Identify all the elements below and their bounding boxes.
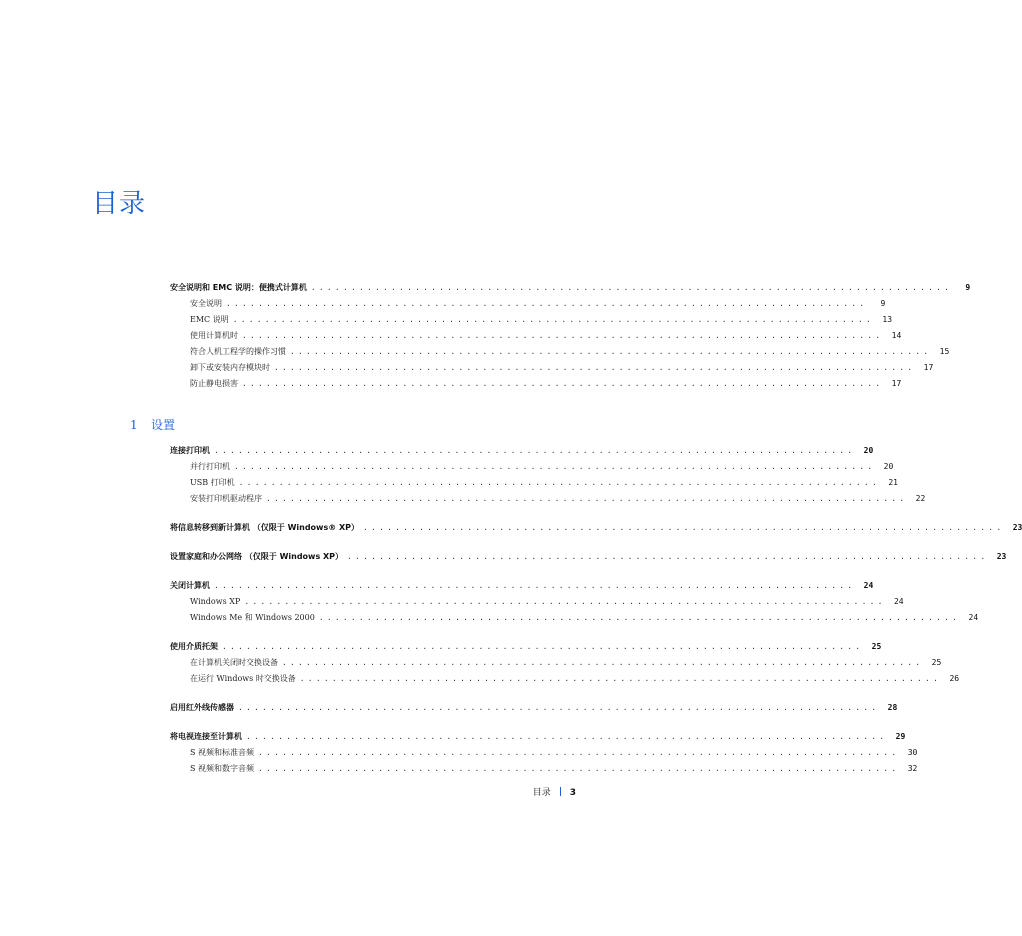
toc-leader-dots: ................................................................................ [242, 379, 884, 388]
toc-page-number: 26 [949, 674, 960, 683]
toc-page-number: 25 [871, 642, 882, 651]
toc-entry-title: 连接打印机 [170, 446, 210, 455]
toc-page-number: 9 [965, 283, 971, 292]
toc-entry[interactable] [170, 639, 882, 655]
toc-subentry[interactable] [170, 459, 894, 475]
toc-leader-dots: ................................................................................ [238, 703, 880, 712]
toc-entry-title: 并行打印机 [190, 462, 230, 471]
toc-page-number: 20 [883, 462, 894, 471]
toc-subentry[interactable] [170, 360, 934, 376]
toc-page-number: 24 [968, 613, 979, 622]
toc-leader-dots: ................................................................................ [310, 283, 953, 292]
toc-entry-title: S 视频和数字音频 [190, 764, 255, 773]
toc-leader-dots: ................................................................................ [290, 347, 932, 356]
toc-subentry[interactable] [170, 491, 926, 507]
toc-leader-dots: ................................................................................ [244, 597, 886, 606]
footer-label: 目录 [532, 788, 551, 798]
toc-entry[interactable] [170, 280, 971, 296]
toc-page-number: 13 [882, 315, 893, 324]
toc-leader-dots: ................................................................................ [318, 613, 961, 622]
toc-leader-dots: ................................................................................ [266, 494, 908, 503]
toc-page-number: 22 [915, 494, 926, 503]
toc-gap [170, 565, 480, 578]
toc-page-number: 30 [907, 748, 918, 757]
toc-entry-title: 使用介质托架 [170, 642, 218, 651]
toc-subentry[interactable] [170, 745, 918, 761]
toc-page-number: 14 [891, 331, 902, 340]
toc-page-number: 23 [996, 552, 1007, 561]
toc-entry-title: 在运行 Windows 时交换设备 [190, 674, 296, 683]
toc-entry-title: Windows XP [190, 597, 241, 606]
toc-page-number: 17 [891, 379, 902, 388]
toc-section-safety [170, 280, 971, 392]
toc-gap [170, 687, 480, 700]
toc-entry-title: 设置家庭和办公网络 （仅限于 Windows XP） [170, 552, 344, 561]
toc-subentry[interactable] [170, 655, 942, 671]
toc-entry-title: EMC 说明 [190, 315, 229, 324]
toc-page-number: 32 [907, 764, 918, 773]
toc-entry-title: Windows Me 和 Windows 2000 [190, 613, 315, 622]
toc-entry-title: 将电视连接至计算机 [170, 732, 242, 741]
toc-gap [170, 536, 480, 549]
toc-entry-title: S 视频和标准音频 [190, 748, 255, 757]
toc-leader-dots: ................................................................................ [214, 581, 856, 590]
toc-entry[interactable] [170, 443, 874, 459]
toc-leader-dots: ................................................................................ [282, 658, 924, 667]
toc-entry-title: USB 打印机 [190, 478, 235, 487]
toc-page-number: 24 [863, 581, 874, 590]
toc-leader-dots: ................................................................................ [363, 523, 1005, 532]
toc-entry-title: 使用计算机时 [190, 331, 238, 340]
page-footer [533, 785, 576, 798]
toc-leader-dots: ................................................................................ [214, 446, 856, 455]
toc-leader-dots: ................................................................................ [274, 363, 916, 372]
toc-page-number: 15 [939, 347, 950, 356]
toc-leader-dots: ................................................................................ [246, 732, 888, 741]
toc-page-number: 25 [931, 658, 942, 667]
toc-subentry[interactable] [170, 610, 979, 626]
toc-entry-title: 将信息转移到新计算机 （仅限于 Windows® XP） [170, 523, 360, 532]
toc-page-number: 9 [880, 299, 886, 308]
toc-page-number: 29 [895, 732, 906, 741]
footer-divider [560, 787, 561, 796]
toc-leader-dots: ................................................................................ [258, 748, 900, 757]
toc-page-number: 21 [888, 478, 898, 487]
chapter-number: 1 [130, 418, 138, 432]
chapter-title: 设置 [151, 418, 176, 432]
toc-page-number: 23 [1012, 523, 1022, 532]
toc-gap [170, 716, 480, 729]
toc-subentry[interactable] [170, 594, 904, 610]
toc-subentry[interactable] [170, 671, 960, 687]
footer-page-number: 3 [569, 788, 576, 798]
toc-gap [170, 626, 480, 639]
toc-entry[interactable] [170, 729, 906, 745]
chapter-heading[interactable] [130, 416, 175, 433]
toc-entry-title: 安装打印机驱动程序 [190, 494, 262, 503]
toc-subentry[interactable] [170, 312, 893, 328]
toc-leader-dots: ................................................................................ [299, 674, 942, 683]
toc-entry-title: 启用红外线传感器 [170, 703, 234, 712]
toc-entry[interactable] [170, 700, 898, 716]
toc-subentry[interactable] [170, 761, 918, 777]
toc-entry-title: 安全说明和 EMC 说明：便携式计算机 [170, 283, 307, 292]
toc-entry-title: 防止静电损害 [190, 379, 238, 388]
toc-subentry[interactable] [170, 475, 898, 491]
toc-entry-title: 关闭计算机 [170, 581, 210, 590]
toc-subentry[interactable] [170, 376, 902, 392]
toc-subentry[interactable] [170, 344, 950, 360]
toc-leader-dots: ................................................................................ [258, 764, 900, 773]
toc-leader-dots: ................................................................................ [347, 552, 989, 561]
toc-section-setup [170, 443, 1022, 777]
toc-entry[interactable] [170, 520, 1022, 536]
toc-entry[interactable] [170, 549, 1007, 565]
toc-leader-dots: ................................................................................ [242, 331, 884, 340]
toc-subentry[interactable] [170, 296, 886, 312]
toc-page-number: 20 [863, 446, 874, 455]
toc-entry-title: 在计算机关闭时交换设备 [190, 658, 278, 667]
toc-leader-dots: ................................................................................ [232, 315, 875, 324]
toc-entry-title: 安全说明 [190, 299, 222, 308]
toc-page-number: 17 [923, 363, 934, 372]
toc-leader-dots: ................................................................................ [226, 299, 868, 308]
toc-page-number: 24 [893, 597, 904, 606]
page-title: 目录 [92, 189, 147, 219]
toc-page-number: 28 [887, 703, 898, 712]
toc-entry-title: 卸下或安装内存模块时 [190, 363, 270, 372]
toc-gap [170, 507, 480, 520]
toc-subentry[interactable] [170, 328, 902, 344]
toc-entry[interactable] [170, 578, 874, 594]
toc-entry-title: 符合人机工程学的操作习惯 [190, 347, 286, 356]
toc-leader-dots: ................................................................................ [222, 642, 864, 651]
toc-leader-dots: ................................................................................ [234, 462, 876, 471]
toc-leader-dots: ................................................................................ [238, 478, 880, 487]
